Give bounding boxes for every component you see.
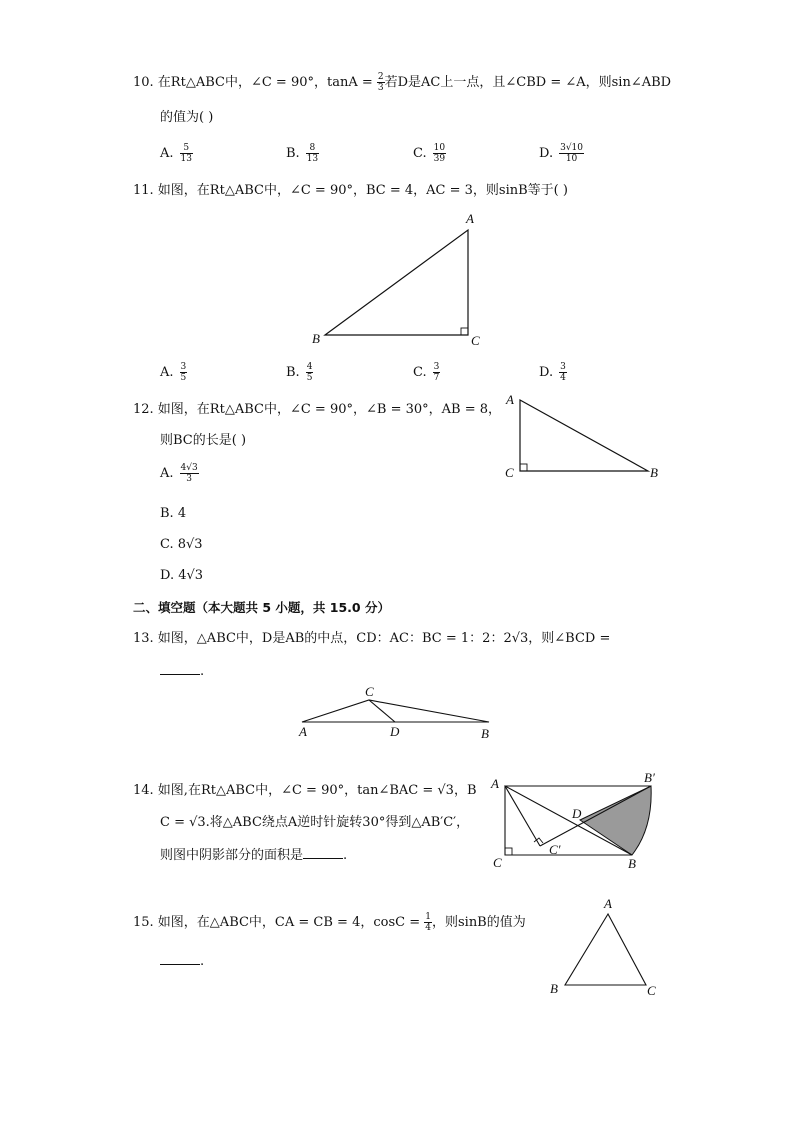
q13-stem: 13. 如图，△ABC中，D是AB的中点，CD：AC：BC = 1：2：2√3，则∠BCD = [133,631,611,646]
q14-label-a: A [491,776,499,791]
q15-label-b: B [550,981,558,996]
q13-label-d: D [390,724,400,739]
q11-option-d[interactable]: D. $\frac{3}{4}$ [539,362,566,383]
q14-label-c-prime: C′ [549,842,561,857]
q15-answer-line: . [160,952,204,971]
q15-label-a: A [604,896,612,911]
q12-option-a[interactable]: A. $\frac{4√3}{3}$ [160,463,198,484]
q14-stem: 14. 如图,在Rt△ABC中，∠C = 90°，tan∠BAC = √3，B [133,783,477,798]
q10-stem [133,72,671,93]
q13-label-b: B [481,726,489,741]
q10-line2: 的值为( ) [160,110,214,125]
q11-label-a: A [466,211,474,226]
q14-label-c: C [493,855,502,870]
q10-option-d[interactable]: D. $\frac{3√10}{10}$ [539,143,584,164]
q14-figure-rotation [485,768,665,873]
q14-label-b: B [628,856,636,871]
q12-option-c[interactable]: C. 8√3 [160,537,203,552]
q11-figure-triangle [300,205,500,355]
q12-stem: 12. 如图，在Rt△ABC中，∠C = 90°，∠B = 30°，AB = 8， [133,402,501,417]
q13-answer-line: . [160,662,204,681]
section-heading-fill-in: 二、填空题（本大题共 5 小题，共 15.0 分） [133,600,390,615]
q15-stem: 15. 如图，在△ABC中，CA = CB = 4，cosC = $\frac{1}{4}$ ，则sinB的值为 [133,912,526,933]
q11-option-c[interactable]: C. $\frac{3}{7}$ [413,362,440,383]
q12-option-b[interactable]: B. 4 [160,506,187,521]
q14-label-b-prime: B′ [644,770,655,785]
q12-label-b: B [650,465,658,480]
q11-option-b[interactable]: B. $\frac{4}{5}$ [286,362,313,383]
q11-label-b: B [312,331,320,346]
q11-label-c: C [471,333,480,348]
q10-line1b: 若D是AC上一点，且∠CBD = ∠A，则sin∠ABD [384,75,672,90]
q13-answer-blank[interactable] [160,662,200,675]
q13-figure-triangle [290,683,500,743]
q13-label-a: A [299,724,307,739]
q10-fraction: $\frac{2}{3}$ [377,72,384,93]
q12-label-a: A [506,392,514,407]
q15-label-c: C [647,983,656,998]
q11-stem: 11. 如图，在Rt△ABC中，∠C = 90°，BC = 4，AC = 3，则sinB等于( ) [133,183,568,198]
q15-answer-blank[interactable] [160,952,200,965]
q14-label-d: D [572,806,582,821]
q13-label-c: C [365,684,374,699]
q10-option-b[interactable]: B. $\frac{8}{13}$ [286,143,319,164]
q10-option-a[interactable]: A. $\frac{5}{13}$ [160,143,192,164]
q10-option-c[interactable]: C. $\frac{10}{39}$ [413,143,446,164]
q14-line2: C = √3.将△ABC绕点A逆时针旋转30°得到△AB′C′， [160,815,470,830]
q15-figure-triangle [540,893,670,1003]
q12-figure-triangle [498,388,668,488]
q12-line2: 则BC的长是( ) [160,433,247,448]
q11-option-a[interactable]: A. $\frac{3}{5}$ [160,362,187,383]
q12-label-c: C [505,465,514,480]
q10-line1: 10. 在Rt△ABC中，∠C = 90°，tanA = [133,75,377,90]
q12-option-d[interactable]: D. 4√3 [160,568,204,583]
q14-line3: 则图中阴影部分的面积是 . [160,848,348,863]
